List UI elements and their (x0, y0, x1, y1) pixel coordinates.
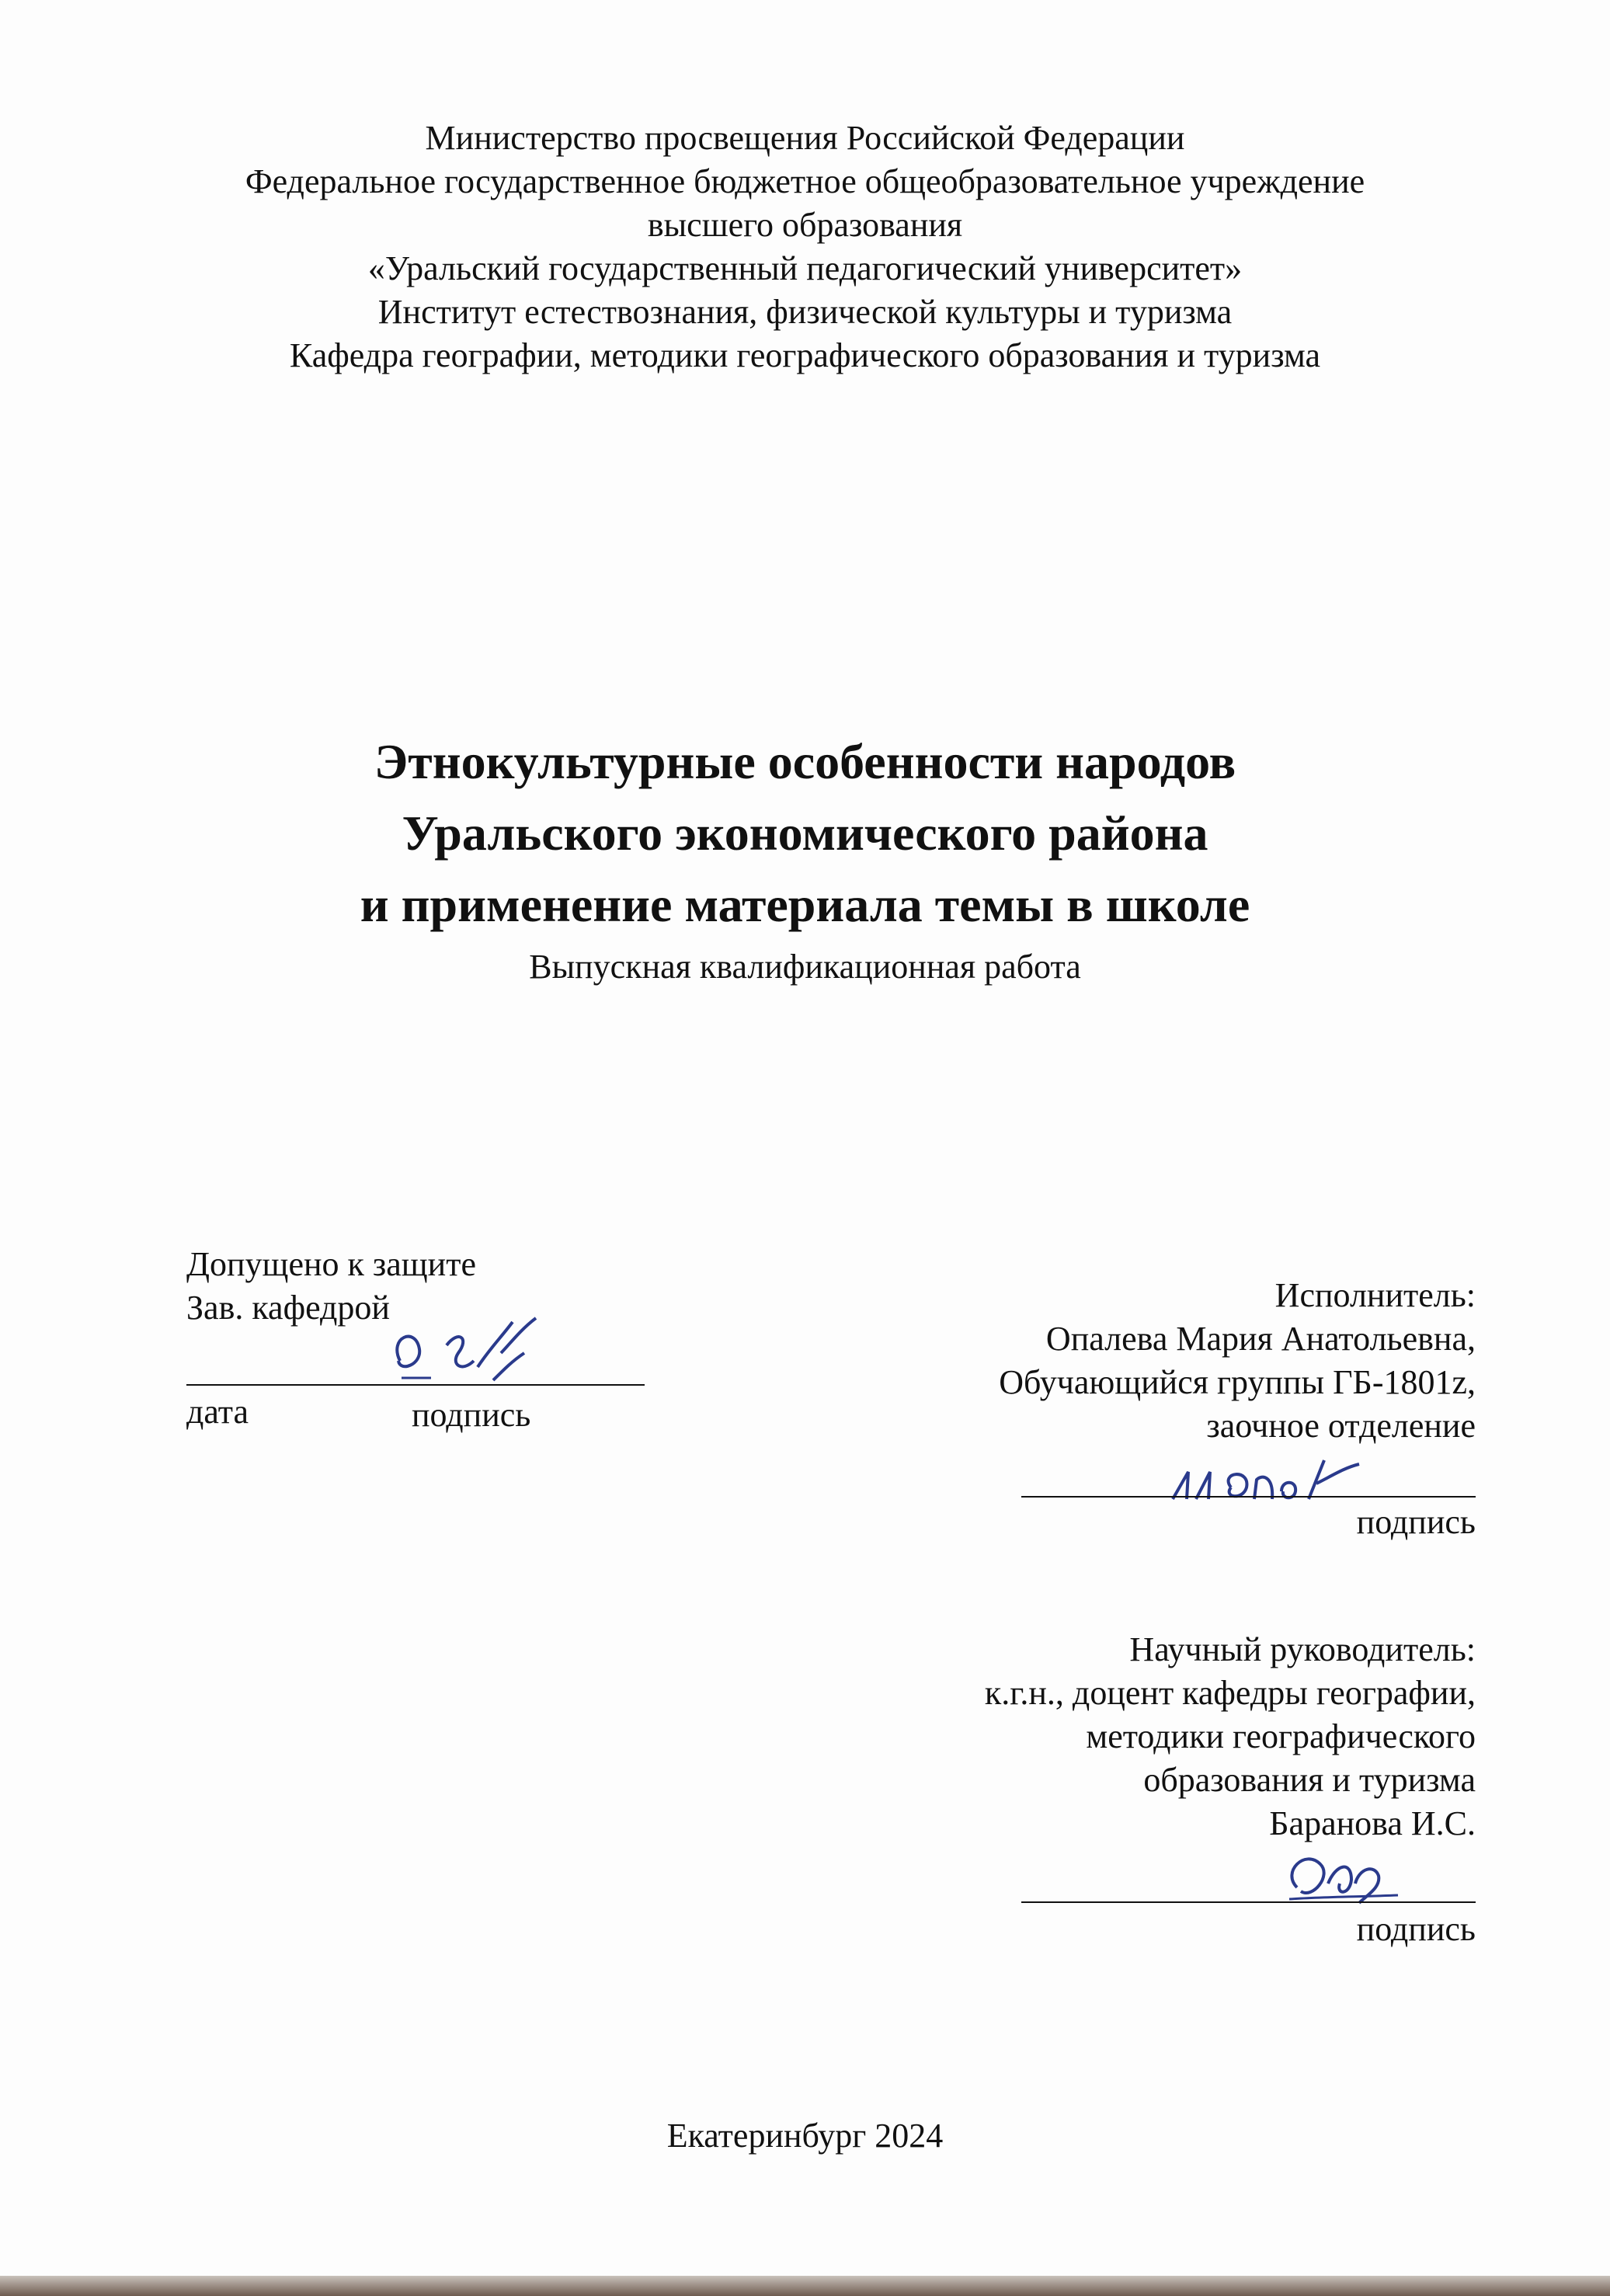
department-line: Кафедра географии, методики географического образования и туризма (289, 336, 1321, 374)
executor-signature-line (1021, 1496, 1476, 1498)
executor-signature-icon (1165, 1452, 1375, 1507)
supervisor-title-cont-2: образования и туризма (1143, 1761, 1476, 1799)
supervisor-signature-line (1021, 1901, 1476, 1903)
supervisor-name: Баранова И.С. (1269, 1804, 1476, 1842)
institution-type-line: Федеральное государственное бюджетное общеобразовательное учреждение (245, 162, 1365, 200)
thesis-title-line-2: Уральского экономического района (402, 805, 1208, 861)
head-of-department-label: Зав. кафедрой (186, 1289, 390, 1327)
signature-label: подпись (412, 1396, 531, 1434)
executor-block (999, 1274, 1476, 1448)
supervisor-block (985, 1628, 1476, 1845)
executor-department: заочное отделение (1206, 1407, 1476, 1445)
thesis-title-line-1: Этнокультурные особенности народов (374, 734, 1236, 789)
city-year: Екатеринбург 2024 (666, 2117, 944, 2155)
supervisor-signature-icon (1274, 1841, 1414, 1911)
admission-signature-line (186, 1384, 645, 1386)
supervisor-title-cont-1: методики географического (1086, 1717, 1476, 1755)
head-signature-icon (384, 1306, 563, 1392)
admission-text: Допущено к защите (186, 1245, 476, 1283)
executor-signature-label: подпись (1356, 1503, 1476, 1541)
education-level-line: высшего образования (647, 206, 963, 244)
supervisor-role: Научный руководитель: (1129, 1630, 1476, 1668)
work-type: Выпускная квалификационная работа (529, 948, 1081, 986)
scan-edge (0, 2276, 1610, 2296)
university-name-line: «Уральский государственный педагогический университет» (367, 249, 1243, 287)
institute-line: Институт естествознания, физической культуры и туризма (377, 293, 1233, 331)
date-label: дата (186, 1393, 249, 1431)
executor-name: Опалева Мария Анатольевна, (1045, 1320, 1476, 1358)
supervisor-title: к.г.н., доцент кафедры географии, (984, 1674, 1476, 1712)
thesis-title-line-3: и применение материала темы в школе (360, 877, 1250, 932)
thesis-title-block (0, 726, 1610, 989)
executor-group: Обучающийся группы ГБ-1801z, (999, 1363, 1476, 1401)
institution-header (0, 117, 1610, 377)
executor-role: Исполнитель: (1274, 1276, 1476, 1314)
ministry-line: Министерство просвещения Российской Федерации (425, 119, 1185, 157)
supervisor-signature-label: подпись (1356, 1910, 1476, 1948)
